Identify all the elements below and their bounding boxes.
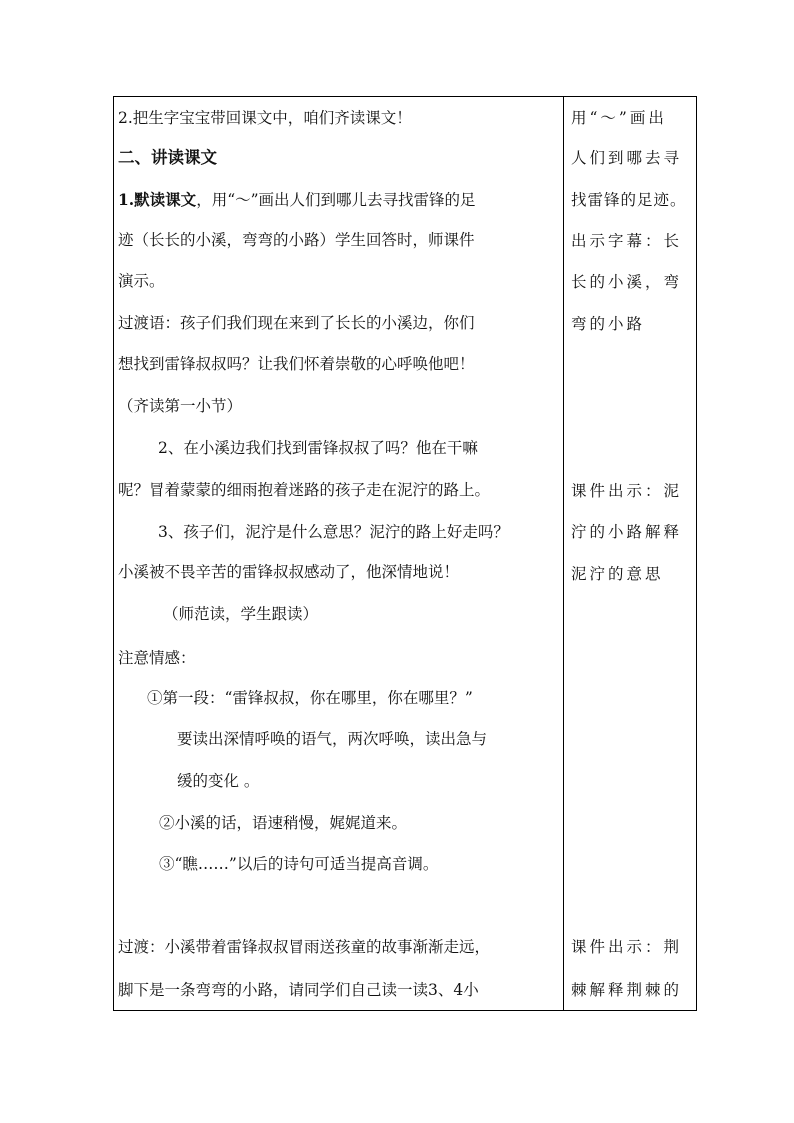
side-note-line: 课件出示：荆	[571, 938, 683, 956]
text-line: （齐读第一小节）	[118, 397, 243, 415]
text-line: 迹（长长的小溪，弯弯的小路）学生回答时，师课件	[118, 231, 475, 249]
text-line: 呢？冒着蒙蒙的细雨抱着迷路的孩子走在泥泞的路上。	[118, 481, 491, 499]
list-item: ②小溪的话，语速稍慢，娓娓道来。	[159, 814, 408, 832]
side-note-line: 弯的小路	[571, 315, 646, 333]
text-line: 缓的变化 。	[177, 772, 260, 790]
text-line: 小溪被不畏辛苦的雷锋叔叔感动了，他深情地说！	[118, 563, 460, 581]
text-line: 注意情感：	[118, 649, 196, 667]
text-line: 脚下是一条弯弯的小路，请同学们自己读一读3、4小	[118, 981, 479, 999]
side-note-line: 出示字幕：长	[571, 232, 683, 250]
section-heading: 二、讲读课文	[118, 148, 217, 167]
column-divider	[563, 96, 564, 1011]
list-item: ③“瞧……”以后的诗句可适当提高音调。	[159, 855, 439, 873]
text-line: （师范读，学生跟读）	[163, 605, 319, 623]
list-item: ①第一段：“雷锋叔叔，你在哪里，你在哪里？”	[147, 689, 473, 707]
text-line: 想找到雷锋叔叔吗？让我们怀着崇敬的心呼唤他吧！	[118, 355, 475, 373]
text-line: 3、孩子们，泥泞是什么意思？泥泞的路上好走吗？	[158, 523, 509, 541]
side-note-line: 课件出示：泥	[571, 482, 683, 500]
text-line: 2.把生字宝宝带回课文中，咱们齐读课文！	[118, 109, 412, 127]
side-note-line: 棘解释荆棘的	[571, 981, 683, 999]
text-line: 演示。	[118, 272, 165, 290]
text-line: 过渡语：孩子们我们现在来到了长长的小溪边，你们	[118, 314, 475, 332]
side-note-line: 用“～”画出	[571, 109, 667, 127]
side-note-line: 找雷锋的足迹。	[571, 191, 687, 209]
side-note-line: 泞的小路解释	[571, 523, 683, 541]
text-line	[118, 190, 476, 210]
side-note-line: 泥泞的意思	[571, 565, 664, 583]
bold-lead: 1.默读课文	[118, 190, 197, 209]
text-line: 2、在小溪边我们找到雷锋叔叔了吗？他在干嘛	[158, 439, 478, 457]
side-note-line: 长的小溪，弯	[571, 273, 683, 291]
line-rest: ，用“～”画出人们到哪儿去寻找雷锋的足	[196, 191, 476, 209]
side-note-line: 人们到哪去寻	[571, 149, 683, 167]
text-line: 要读出深情呼唤的语气，两次呼唤，读出急与	[177, 730, 488, 748]
text-line: 过渡：小溪带着雷锋叔叔冒雨送孩童的故事渐渐走远，	[118, 938, 491, 956]
